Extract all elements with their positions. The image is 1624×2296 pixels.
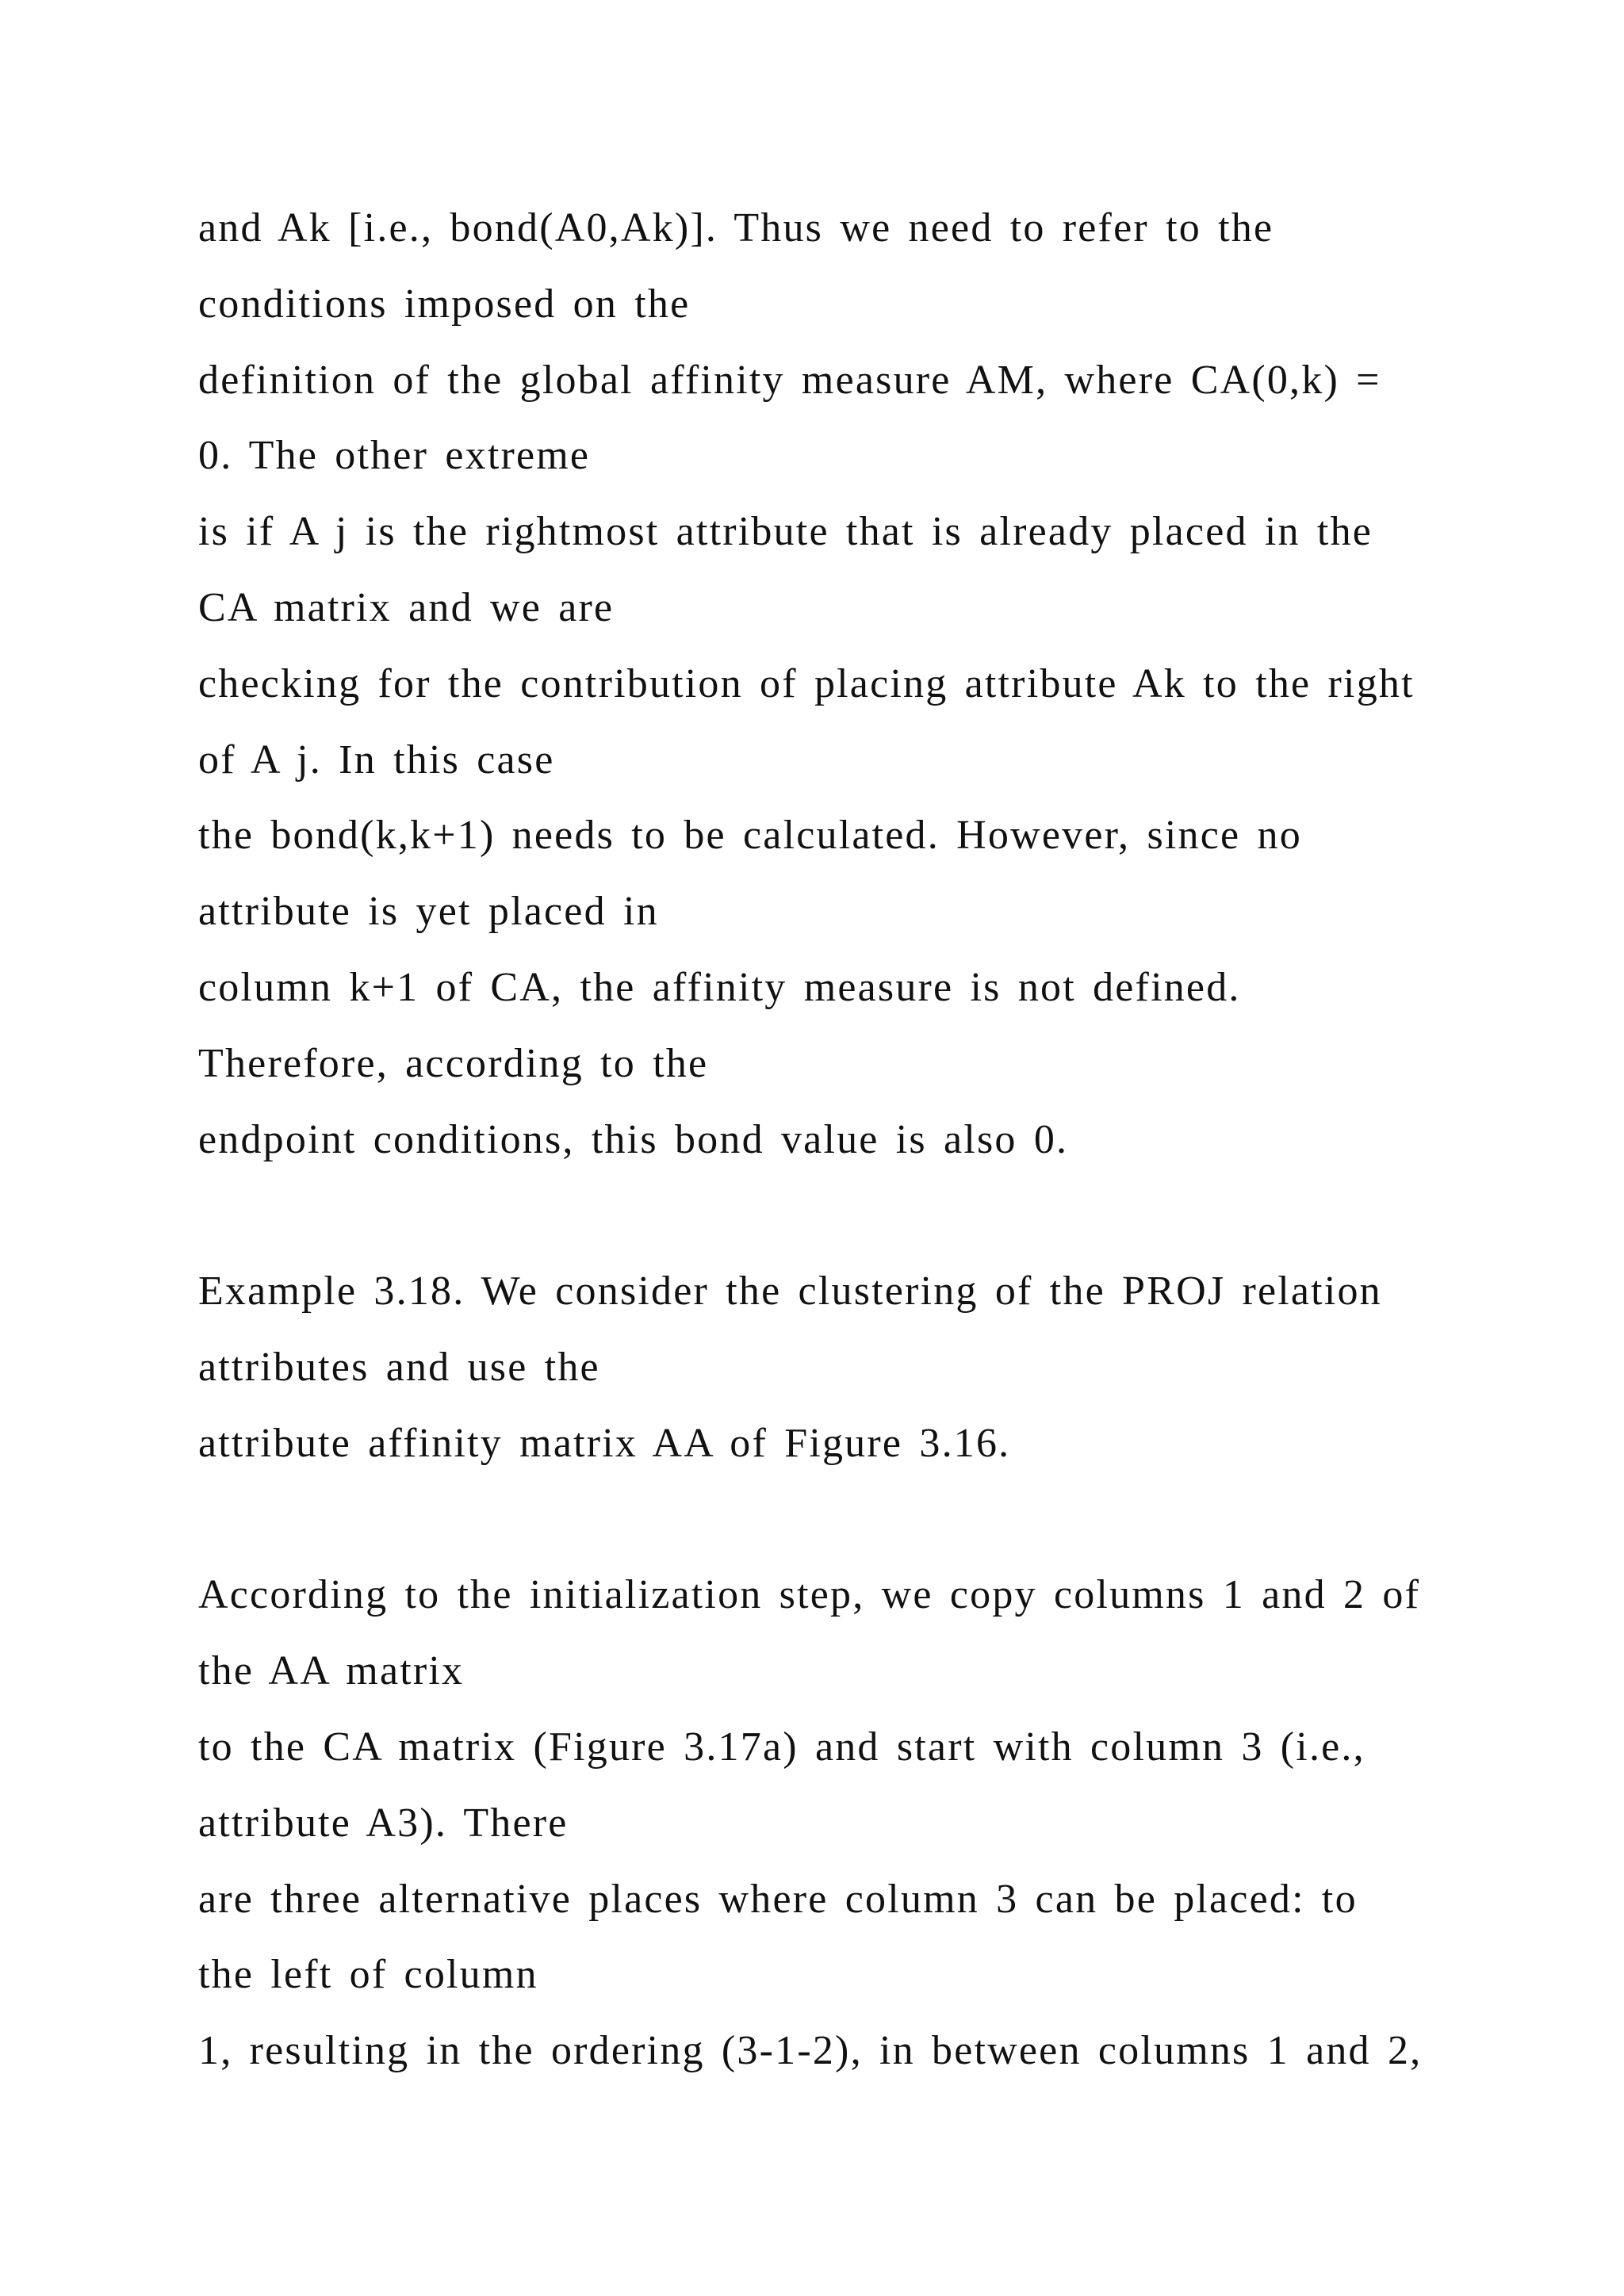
text-line: of A j. In this case (198, 737, 555, 783)
text-line: Example 3.18. We consider the clustering of the PROJ relation (198, 1269, 1382, 1314)
blank-line (198, 1482, 1467, 1558)
text-line: 0. The other extreme (198, 433, 591, 479)
text-line: attribute affinity matrix AA of Figure 3.16. (198, 1420, 1011, 1466)
text-line: the AA matrix (198, 1648, 465, 1694)
blank-line (198, 1177, 1467, 1253)
text-line: 1, resulting in the ordering (3-1-2), in between columns 1 and 2, (198, 2028, 1423, 2074)
text-line: are three alternative places where column 3 can be placed: to (198, 1876, 1358, 1922)
text-line: and Ak [i.e., bond(A0,Ak)]. Thus we need to refer to the (198, 205, 1274, 251)
text-line: column k+1 of CA, the affinity measure is not defined. (198, 964, 1241, 1010)
text-line: According to the initialization step, we copy columns 1 and 2 of (198, 1572, 1421, 1618)
text-line: conditions imposed on the (198, 281, 691, 327)
text-line: endpoint conditions, this bond value is also 0. (198, 1116, 1069, 1162)
text-line: checking for the contribution of placing attribute Ak to the right (198, 660, 1415, 706)
text-line: the left of column (198, 1952, 538, 1998)
text-line: Therefore, according to the (198, 1040, 709, 1086)
text-line: is if A j is the rightmost attribute that is already placed in the (198, 509, 1373, 555)
document-body (198, 190, 1467, 2089)
text-line: attribute A3). There (198, 1800, 569, 1846)
text-line: attributes and use the (198, 1344, 600, 1390)
text-line: attribute is yet placed in (198, 889, 659, 935)
text-line: to the CA matrix (Figure 3.17a) and start with column 3 (i.e., (198, 1724, 1365, 1770)
text-line: the bond(k,k+1) needs to be calculated. However, since no (198, 813, 1302, 859)
text-line: definition of the global affinity measure AM, where CA(0,k) = (198, 357, 1381, 403)
text-line: CA matrix and we are (198, 584, 615, 630)
